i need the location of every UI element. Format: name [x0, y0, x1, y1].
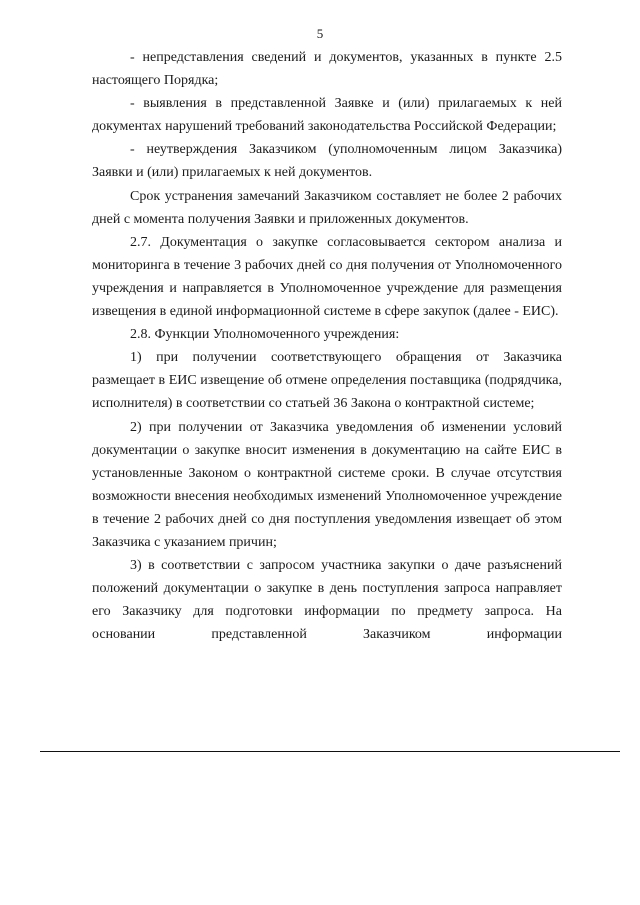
document-body — [92, 46, 562, 646]
page-number: 5 — [316, 26, 324, 41]
paragraph-function-3: 3) в соответствии с запросом участника закупки о даче разъяснений положений документации о закупке в день поступления запроса направляет его Заказчику для подготовки информации по предмету запроса. На основании представленной Заказчиком информации — [92, 558, 562, 643]
paragraph-section-2-7: 2.7. Документация о закупке согласовывается сектором анализа и мониторинга в течение 3 рабочих дней со дня получения от Уполномоченного учреждения и направляется в Уполномоченное учреждение для размещения извещения в единой информационной системе в сфере закупок (далее - ЕИС). — [92, 234, 562, 320]
paragraph-section-2-8-heading: 2.8. Функции Уполномоченного учреждения: — [130, 327, 400, 343]
paragraph-deadline-for-corrections: Срок устранения замечаний Заказчиком составляет не более 2 рабочих дней с момента получения Заявки и приложенных документов. — [92, 188, 562, 227]
paragraph-item-missing-documents: - непредставления сведений и документов, указанных в пункте 2.5 настоящего Порядка; — [92, 50, 562, 89]
paragraph-function-1: 1) при получении соответствующего обращения от Заказчика размещает в ЕИС извещение об отмене определения поставщика (подрядчика, исполнителя) в соответствии со статьей 36 Закона о контрактной системе; — [92, 350, 562, 412]
paragraph-item-violations-found: - выявления в представленной Заявке и (или) прилагаемых к ней документах нарушений требований законодательства Российской Федерации; — [92, 96, 562, 135]
paragraph-item-not-approved: - неутверждения Заказчиком (уполномоченным лицом Заказчика) Заявки и (или) прилагаемых к ней документов. — [92, 142, 562, 181]
page-bottom-divider — [40, 751, 620, 752]
paragraph-function-2: 2) при получении от Заказчика уведомления об изменении условий документации о закупке вносит изменения в документацию на сайте ЕИС в установленные Законом о контрактной системе сроки. В случае отсутствия возможности внесения необходимых изменений Уполномоченное учреждение в течение 2 рабочих дней со дня поступления уведомления извещает об этом Заказчика с указанием причин; — [92, 419, 562, 550]
